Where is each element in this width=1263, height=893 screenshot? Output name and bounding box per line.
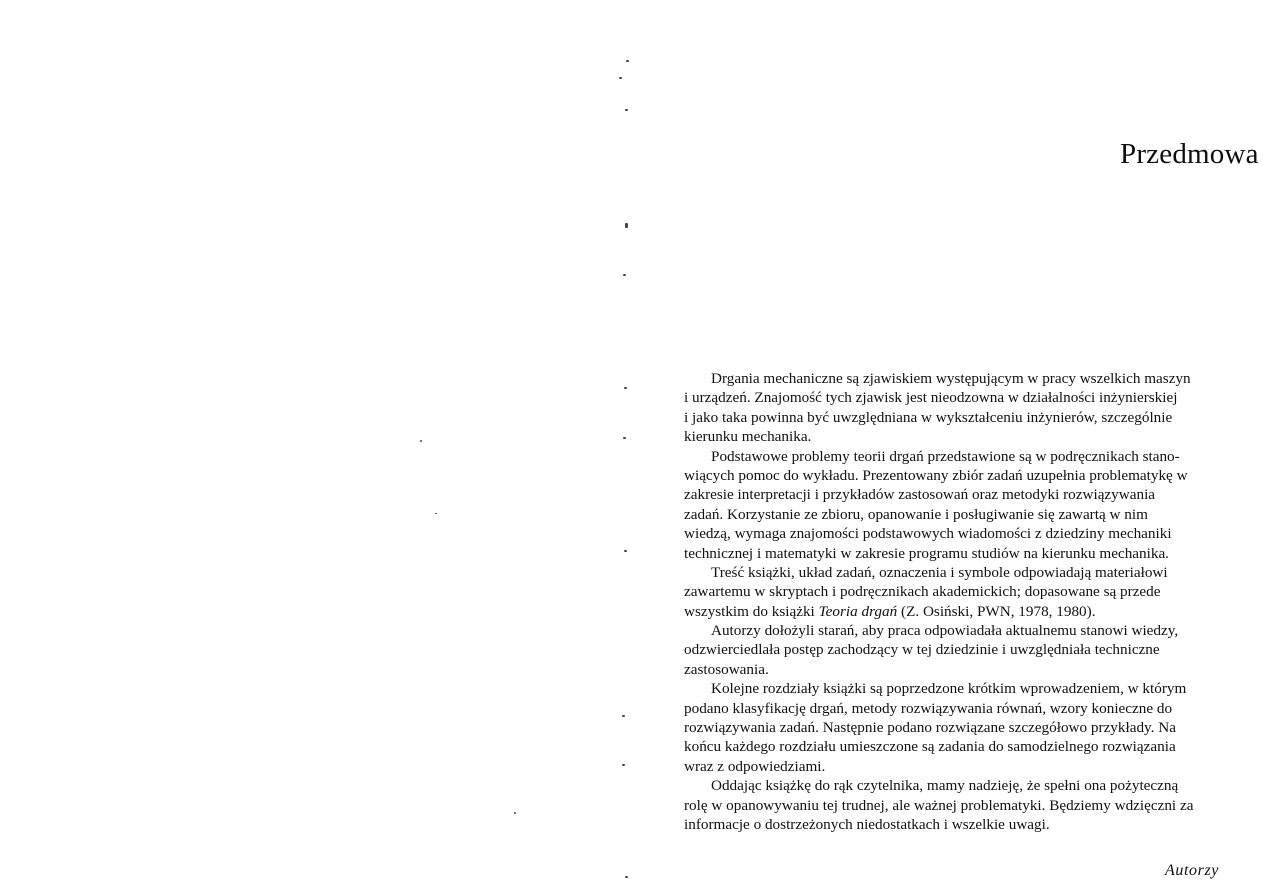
text-line: końcu każdego rozdziału umieszczone są zadania do samodzielnego rozwiązania — [684, 738, 1176, 756]
scan-speck — [622, 764, 625, 766]
text-line: zakresie interpretacji i przykładów zastosowań oraz metodyki rozwiązywania — [684, 486, 1156, 504]
text-line: i jako taka powinna być uwzględniana w wykształceniu inżynierów, szczególnie — [684, 408, 1173, 426]
text-line: kierunku mechanika. — [684, 428, 812, 446]
text-line: Drgania mechaniczne są zjawiskiem występującym w pracy wszelkich maszyn — [711, 370, 1191, 387]
scan-speck — [623, 437, 626, 439]
scan-speck — [624, 387, 627, 389]
text-line: i urządzeń. Znajomość tych zjawisk jest nieodzowna w działalności inżynierskiej — [684, 389, 1178, 407]
text-line: zawartemu w skryptach i podręcznikach akademickich; dopasowane są przede — [684, 583, 1161, 601]
scan-speck — [435, 513, 437, 514]
paragraph-4 — [684, 621, 1263, 679]
scan-speck — [626, 60, 629, 62]
scan-speck — [514, 812, 516, 814]
text-fragment: wszystkim do książki — [684, 602, 819, 620]
scan-speck — [420, 440, 422, 442]
scan-speck — [619, 77, 622, 79]
text-line: Autorzy dołożyli starań, aby praca odpowiadała aktualnemu stanowi wiedzy, — [711, 622, 1179, 640]
text-line: wiedzą, wymaga znajomości podstawowych wiadomości z dziedziny mechaniki — [684, 525, 1172, 543]
text-line: Kolejne rozdziały książki są poprzedzone krótkim wprowadzeniem, w którym — [711, 680, 1187, 698]
paragraph-3 — [684, 563, 1263, 621]
text-line: rozwiązywania zadań. Następnie podano rozwiązane szczegółowo przykłady. Na — [684, 719, 1176, 737]
signature-authors: Autorzy — [1165, 862, 1219, 879]
text-line: rolę w opanowywaniu tej trudnej, ale ważnej problematyki. Będziemy wdzięczni za — [684, 796, 1194, 814]
text-line: Oddając książkę do rąk czytelnika, mamy nadzieję, że spełni ona pożyteczną — [711, 777, 1179, 795]
book-title: Teoria drgań — [818, 602, 898, 620]
page-title: Przedmowa — [1120, 138, 1259, 170]
scan-speck — [625, 223, 628, 228]
text-line: wiących pomoc do wykładu. Prezentowany zbiór zadań uzupełnia problematykę w — [684, 466, 1188, 484]
scan-speck — [625, 876, 628, 878]
text-line: technicznej i matematyki w zakresie programu studiów na kierunku mechanika. — [684, 544, 1169, 562]
paragraph-5 — [684, 679, 1263, 776]
book-reference: (Z. Osiński, PWN, 1978, 1980). — [897, 602, 1096, 620]
paragraph-6 — [684, 776, 1263, 834]
preface-body — [684, 369, 1263, 834]
scan-speck — [624, 550, 627, 552]
text-line: odzwierciedlała postęp zachodzący w tej dziedzinie i uwzględniała techniczne — [684, 641, 1160, 659]
text-line: wraz z odpowiedziami. — [684, 757, 826, 775]
text-line: Treść książki, układ zadań, oznaczenia i symbole odpowiadają materiałowi — [711, 563, 1168, 581]
text-line: podano klasyfikację drgań, metody rozwiązywania równań, wzory konieczne do — [684, 699, 1173, 717]
paragraph-1 — [684, 369, 1263, 447]
scan-speck — [623, 274, 626, 276]
text-line: zastosowania. — [684, 660, 769, 678]
text-line: zadań. Korzystanie ze zbioru, opanowanie i posługiwanie się zawartą w nim — [684, 505, 1148, 523]
paragraph-2 — [684, 447, 1263, 563]
scan-speck — [625, 109, 628, 111]
text-line-with-citation — [684, 602, 1263, 621]
text-line: Podstawowe problemy teorii drgań przedstawione są w podręcznikach stano- — [711, 447, 1180, 465]
scan-speck — [622, 715, 625, 717]
text-line: informacje o dostrzeżonych niedostatkach i wszelkie uwagi. — [684, 815, 1050, 833]
